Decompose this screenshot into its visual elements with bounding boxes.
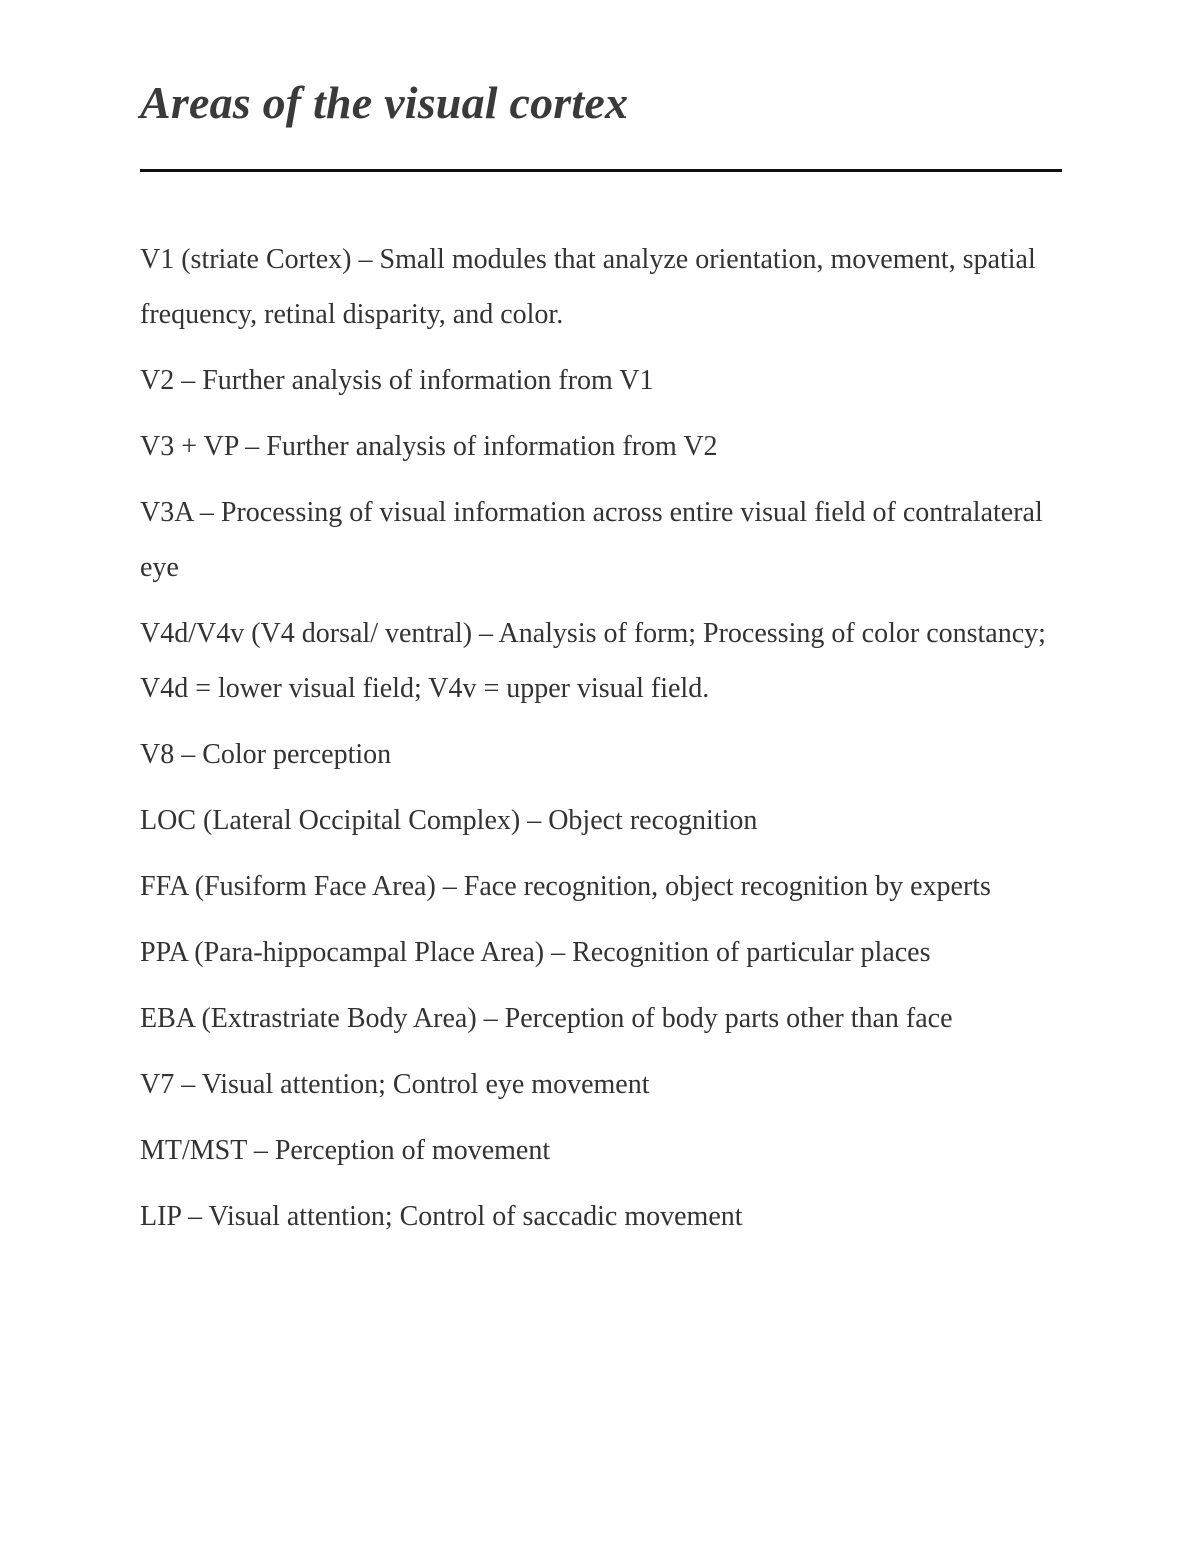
list-item: V8 – Color perception (140, 739, 392, 770)
list-item: LIP – Visual attention; Control of saccadic movement (140, 1201, 743, 1232)
list-item: EBA (Extrastriate Body Area) – Perception of body parts other than face (140, 1003, 953, 1034)
document-page (140, 0, 1062, 1255)
list-item: LOC (Lateral Occipital Complex) – Object recognition (140, 805, 758, 836)
title-divider (140, 169, 1062, 172)
list-item: PPA (Para-hippocampal Place Area) – Recognition of particular places (140, 937, 931, 968)
list-item: FFA (Fusiform Face Area) – Face recognition, object recognition by experts (140, 871, 991, 902)
list-item: V3A – Processing of visual information across entire visual field of contralateral eye (140, 497, 1043, 583)
list-item: MT/MST – Perception of movement (140, 1135, 551, 1166)
page-title: Areas of the visual cortex (140, 77, 629, 128)
list-item: V4d/V4v (V4 dorsal/ ventral) – Analysis of form; Processing of color constancy; V4d = lower visual field; V4v = upper visual field. (140, 618, 1046, 704)
entry-list (140, 232, 1062, 1244)
list-item: V2 – Further analysis of information from V1 (140, 365, 654, 396)
list-item: V3 + VP – Further analysis of information from V2 (140, 431, 718, 462)
list-item: V7 – Visual attention; Control eye movement (140, 1069, 650, 1100)
list-item: V1 (striate Cortex) – Small modules that analyze orientation, movement, spatial frequency, retinal disparity, and color. (140, 244, 1036, 330)
